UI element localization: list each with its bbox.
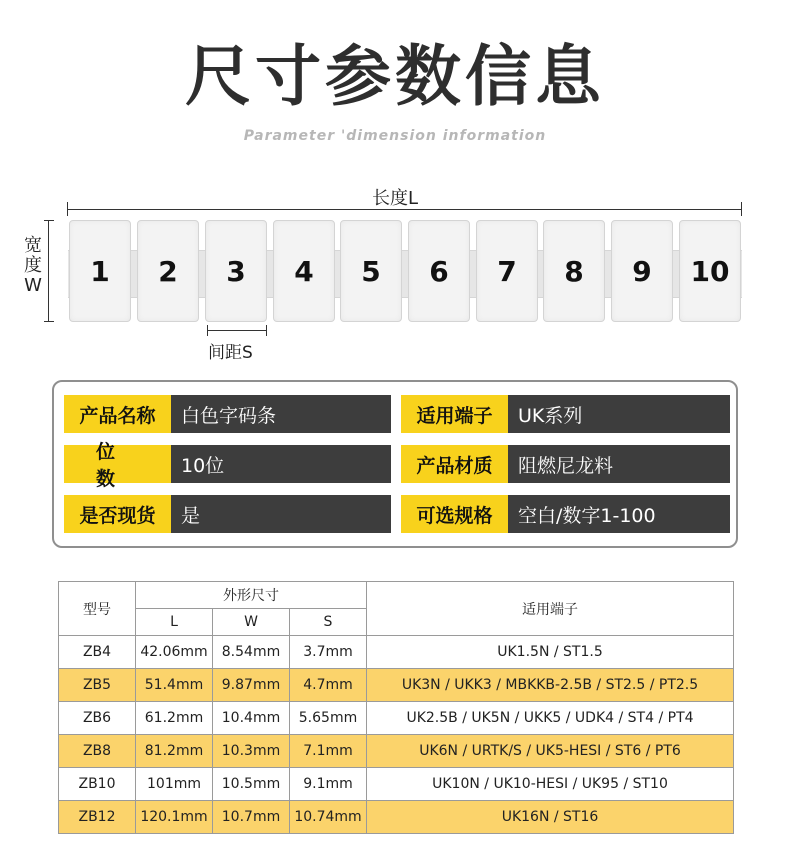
header-terminals: 适用端子 bbox=[367, 582, 734, 636]
cell-terminals: UK16N / ST16 bbox=[367, 801, 734, 834]
width-label: 宽度W bbox=[24, 235, 42, 296]
cell-l: 81.2mm bbox=[136, 735, 213, 768]
cell-w: 10.7mm bbox=[213, 801, 290, 834]
info-item-left bbox=[64, 495, 391, 533]
info-value: 10位 bbox=[171, 445, 391, 483]
cell-l: 42.06mm bbox=[136, 636, 213, 669]
cell-l: 51.4mm bbox=[136, 669, 213, 702]
cell-terminals: UK10N / UK10-HESI / UK95 / ST10 bbox=[367, 768, 734, 801]
table-row bbox=[59, 702, 734, 735]
info-item-right bbox=[401, 395, 730, 433]
table-row bbox=[59, 768, 734, 801]
info-key: 产品材质 bbox=[401, 445, 508, 483]
info-item-left bbox=[64, 395, 391, 433]
marker-tag: 10 bbox=[679, 220, 741, 322]
info-item-right bbox=[401, 445, 730, 483]
info-value: 白色字码条 bbox=[171, 395, 391, 433]
marker-tag: 2 bbox=[137, 220, 199, 322]
header-model: 型号 bbox=[59, 582, 136, 636]
table-row bbox=[59, 801, 734, 834]
marker-tag: 5 bbox=[340, 220, 402, 322]
info-key: 适用端子 bbox=[401, 395, 508, 433]
cell-s: 3.7mm bbox=[290, 636, 367, 669]
cell-s: 5.65mm bbox=[290, 702, 367, 735]
page-subtitle: Parameter 'dimension information bbox=[243, 128, 547, 144]
cell-model: ZB12 bbox=[59, 801, 136, 834]
info-value: 空白/数字1-100 bbox=[508, 495, 730, 533]
info-item-right bbox=[401, 495, 730, 533]
spacing-tick-right bbox=[266, 325, 267, 336]
cell-w: 10.3mm bbox=[213, 735, 290, 768]
info-key: 位数 bbox=[64, 445, 171, 483]
spec-table bbox=[58, 581, 734, 834]
info-value: UK系列 bbox=[508, 395, 730, 433]
cell-w: 10.5mm bbox=[213, 768, 290, 801]
header-w: W bbox=[213, 609, 290, 636]
table-row bbox=[59, 669, 734, 702]
marker-tag: 4 bbox=[273, 220, 335, 322]
table-row bbox=[59, 636, 734, 669]
marker-tag: 7 bbox=[476, 220, 538, 322]
spacing-dimension-line bbox=[208, 330, 267, 331]
spacing-label: 间距S bbox=[208, 343, 253, 363]
marker-tag: 6 bbox=[408, 220, 470, 322]
length-tick-right bbox=[741, 202, 742, 216]
cell-model: ZB5 bbox=[59, 669, 136, 702]
width-dimension-line bbox=[48, 220, 49, 322]
cell-terminals: UK3N / UKK3 / MBKKB-2.5B / ST2.5 / PT2.5 bbox=[367, 669, 734, 702]
page-title: 尺寸参数信息 bbox=[185, 38, 605, 115]
cell-w: 8.54mm bbox=[213, 636, 290, 669]
cell-model: ZB10 bbox=[59, 768, 136, 801]
spacing-tick-left bbox=[207, 325, 208, 336]
cell-model: ZB8 bbox=[59, 735, 136, 768]
cell-terminals: UK6N / URTK/S / UK5-HESI / ST6 / PT6 bbox=[367, 735, 734, 768]
length-label: 长度L bbox=[371, 188, 419, 209]
info-key: 可选规格 bbox=[401, 495, 508, 533]
info-value: 阻燃尼龙料 bbox=[508, 445, 730, 483]
cell-model: ZB4 bbox=[59, 636, 136, 669]
header-s: S bbox=[290, 609, 367, 636]
marker-tag: 8 bbox=[543, 220, 605, 322]
header-l: L bbox=[136, 609, 213, 636]
cell-model: ZB6 bbox=[59, 702, 136, 735]
cell-w: 9.87mm bbox=[213, 669, 290, 702]
cell-s: 9.1mm bbox=[290, 768, 367, 801]
cell-l: 61.2mm bbox=[136, 702, 213, 735]
table-row bbox=[59, 735, 734, 768]
cell-terminals: UK2.5B / UK5N / UKK5 / UDK4 / ST4 / PT4 bbox=[367, 702, 734, 735]
length-tick-left bbox=[67, 202, 68, 216]
marker-tag: 9 bbox=[611, 220, 673, 322]
header-dims: 外形尺寸 bbox=[136, 582, 367, 609]
length-dimension-line bbox=[68, 209, 742, 210]
cell-s: 7.1mm bbox=[290, 735, 367, 768]
marker-tag: 1 bbox=[69, 220, 131, 322]
product-info-box bbox=[52, 380, 738, 548]
info-key: 产品名称 bbox=[64, 395, 171, 433]
width-tick-bottom bbox=[44, 321, 54, 322]
cell-terminals: UK1.5N / ST1.5 bbox=[367, 636, 734, 669]
cell-s: 10.74mm bbox=[290, 801, 367, 834]
cell-s: 4.7mm bbox=[290, 669, 367, 702]
cell-w: 10.4mm bbox=[213, 702, 290, 735]
info-item-left bbox=[64, 441, 391, 490]
info-key: 是否现货 bbox=[64, 495, 171, 533]
cell-l: 120.1mm bbox=[136, 801, 213, 834]
width-tick-top bbox=[44, 220, 54, 221]
marker-tag: 3 bbox=[205, 220, 267, 322]
cell-l: 101mm bbox=[136, 768, 213, 801]
info-value: 是 bbox=[171, 495, 391, 533]
